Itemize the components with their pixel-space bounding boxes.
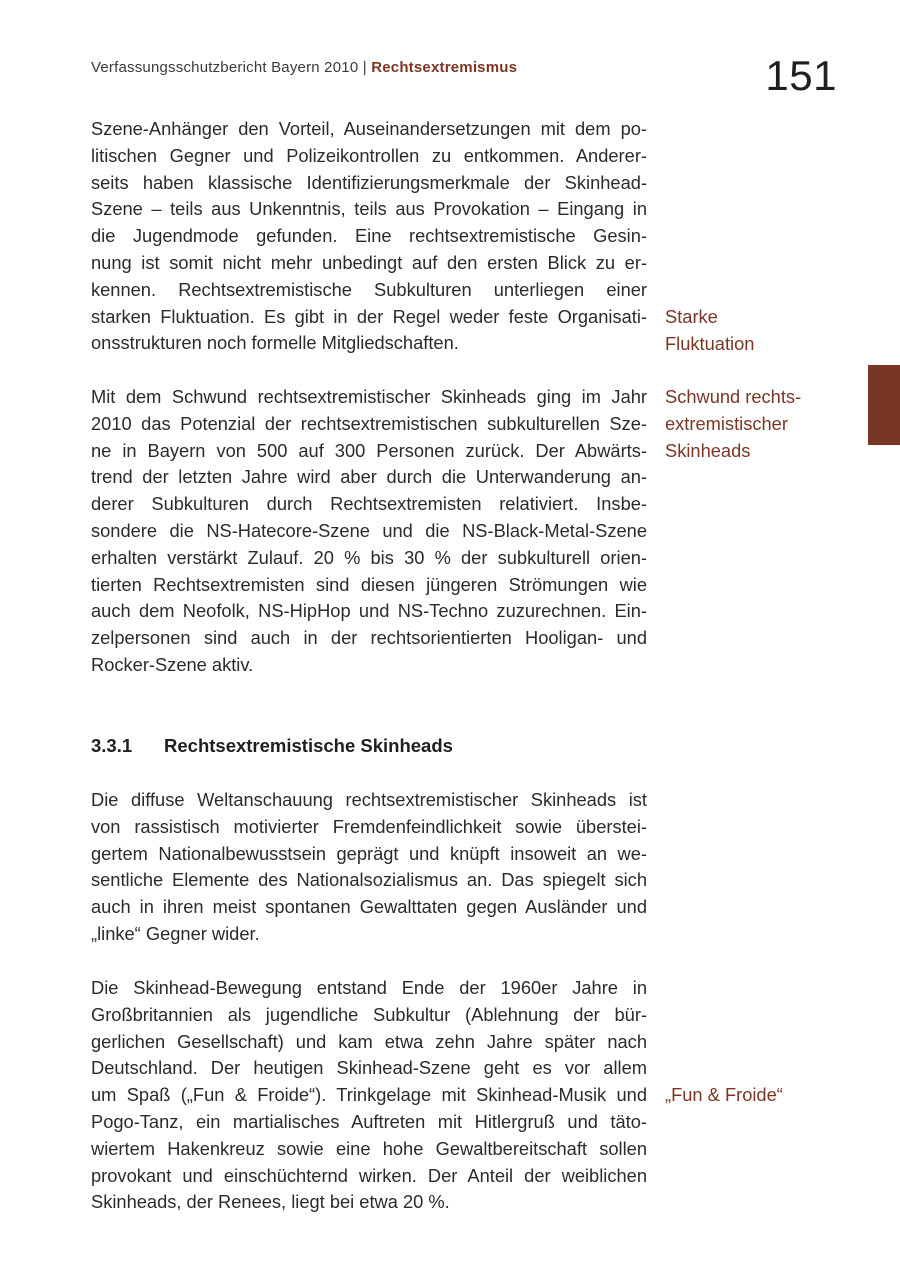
text-line: zelpersonen sind auch in der rechtsorientierten Hooligan- und <box>91 627 647 649</box>
text-line: sentliche Elemente des Nationalsozialismus an. Das spiegelt sich <box>91 869 647 891</box>
page-number: 151 <box>765 52 837 99</box>
text-line: gerlichen Gesellschaft) und kam etwa zehn Jahre später nach <box>91 1030 647 1052</box>
text-line: starken Fluktuation. Es gibt in der Regel weder feste Organisati- <box>91 305 647 327</box>
text-line: Mit dem Schwund rechtsextremistischer Skinheads ging im Jahr <box>91 386 647 407</box>
body-paragraph-3 <box>91 787 647 948</box>
text-line: Skinheads, der Renees, liegt bei etwa 20 %. <box>91 1191 450 1213</box>
text-line: „linke“ Gegner wider. <box>91 922 260 944</box>
text-line: provokant und einschüchternd wirken. Der Anteil der weiblichen <box>91 1164 647 1186</box>
text-line: sondere die NS-Hatecore-Szene und die NS-Black-Metal-Szene <box>91 519 647 541</box>
text-line: Großbritannien als jugendliche Subkultur (Ablehnung der bür- <box>91 1003 647 1025</box>
marginal-note-line: „Fun & Froide“ <box>665 1084 783 1105</box>
text-line: Pogo-Tanz, ein martialisches Auftreten mit Hitlergruß und täto- <box>91 1110 647 1132</box>
marginal-note-line: Schwund rechts- <box>665 386 802 407</box>
marginal-note-line: Skinheads <box>665 439 751 461</box>
text-line: tierten Rechtsextremisten sind diesen jüngeren Strömungen wie <box>91 573 647 595</box>
chapter-tab-marker <box>868 365 900 445</box>
running-title: Verfassungsschutzbericht Bayern 2010 | <box>91 59 372 76</box>
text-line: litischen Gegner und Polizeikontrollen zu entkommen. Anderer- <box>91 144 647 166</box>
text-line: gertem Nationalbewusstsein geprägt und knüpft insoweit an we- <box>91 842 647 864</box>
text-line: 2010 das Potenzial der rechtsextremistischen subkulturellen Sze- <box>91 412 647 434</box>
text-line: Szene-Anhänger den Vorteil, Auseinandersetzungen mit dem po- <box>91 118 647 139</box>
text-line: von rassistisch motivierter Fremdenfeindlichkeit sowie überstei- <box>91 815 647 837</box>
marginal-note-schwund <box>665 384 845 464</box>
text-line: Szene – teils aus Unkenntnis, teils aus Provokation – Eingang in <box>91 198 647 220</box>
text-line: ne in Bayern von 500 auf 300 Personen zurück. Der Abwärts- <box>91 439 647 461</box>
marginal-note-line: Fluktuation <box>665 332 755 354</box>
section-heading <box>91 735 453 757</box>
text-line: auch in ihren meist spontanen Gewalttaten gegen Ausländer und <box>91 896 647 918</box>
text-line: auch dem Neofolk, NS-HipHop und NS-Techno zuzurechnen. Ein- <box>91 600 647 622</box>
section-number: 3.3.1 <box>91 735 133 756</box>
text-line: kennen. Rechtsextremistische Subkulturen unterliegen einer <box>91 278 647 300</box>
marginal-note-line: Starke <box>665 306 718 327</box>
text-line: onsstrukturen noch formelle Mitgliedschaften. <box>91 332 459 354</box>
text-line: trend der letzten Jahre wird aber durch die Unterwanderung an- <box>91 466 647 488</box>
text-line: um Spaß („Fun & Froide“). Trinkgelage mit Skinhead-Musik und <box>91 1084 647 1106</box>
text-line: Die diffuse Weltanschauung rechtsextremistischer Skinheads ist <box>91 789 647 810</box>
text-line: wiertem Hakenkreuz sowie eine hohe Gewaltbereitschaft sollen <box>91 1137 647 1159</box>
text-line: erhalten verstärkt Zulauf. 20 % bis 30 % der subkulturell orien- <box>91 546 647 568</box>
marginal-note-fluktuation <box>665 304 845 358</box>
text-line: Die Skinhead-Bewegung entstand Ende der 1960er Jahre in <box>91 977 647 998</box>
text-line: Rocker-Szene aktiv. <box>91 653 254 675</box>
body-paragraph-2 <box>91 384 647 679</box>
text-line: derer Subkulturen durch Rechtsextremisten relativiert. Insbe- <box>91 493 647 515</box>
running-header <box>91 59 517 76</box>
text-line: seits haben klassische Identifizierungsmerkmale der Skinhead- <box>91 171 647 193</box>
marginal-note-fun-froide <box>665 1082 845 1109</box>
body-paragraph-4 <box>91 975 647 1216</box>
text-line: nung ist somit nicht mehr unbedingt auf den ersten Blick zu er- <box>91 251 647 273</box>
marginal-note-line: extremistischer <box>665 412 788 434</box>
running-section-title: Rechtsextremismus <box>371 59 518 76</box>
section-title: Rechtsextremistische Skinheads <box>164 735 453 756</box>
text-line: Deutschland. Der heutigen Skinhead-Szene geht es vor allem <box>91 1057 647 1079</box>
text-line: die Jugendmode gefunden. Eine rechtsextremistische Gesin- <box>91 225 647 247</box>
body-paragraph-1 <box>91 116 647 357</box>
